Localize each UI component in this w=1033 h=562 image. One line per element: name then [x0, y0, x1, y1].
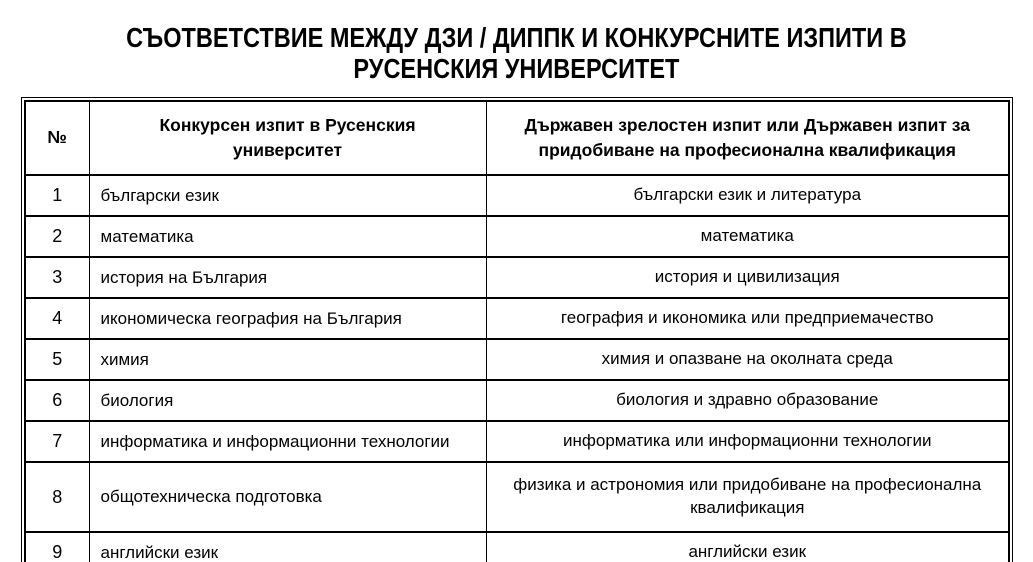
table-row: [25, 380, 1009, 421]
university-exam-cell: биология: [89, 380, 486, 421]
header-state-exam: Държавен зрелостен изпит или Държавен изпит за придобиване на професионална квалификация: [486, 101, 1009, 175]
state-exam-cell: физика и астрономия или придобиване на професионална квалификация: [486, 462, 1009, 532]
university-exam-cell: информатика и информационни технологии: [89, 421, 486, 462]
state-exam-cell: математика: [486, 216, 1009, 257]
table-row: [25, 339, 1009, 380]
state-exam-cell: биология и здравно образование: [486, 380, 1009, 421]
header-row: [25, 101, 1009, 175]
university-exam-cell: английски език: [89, 532, 486, 562]
table-row: [25, 298, 1009, 339]
table-row: [25, 421, 1009, 462]
table-row: [25, 175, 1009, 216]
row-number-cell: 8: [25, 462, 89, 532]
table-row: [25, 532, 1009, 562]
correspondence-table: [21, 97, 1013, 562]
row-number-cell: 9: [25, 532, 89, 562]
state-exam-cell: английски език: [486, 532, 1009, 562]
table-row: [25, 216, 1009, 257]
university-exam-cell: история на България: [89, 257, 486, 298]
row-number-cell: 6: [25, 380, 89, 421]
row-number-cell: 7: [25, 421, 89, 462]
university-exam-cell: математика: [89, 216, 486, 257]
page-title: СЪОТВЕТСТВИЕ МЕЖДУ ДЗИ / ДИППК И КОНКУРСНИТЕ ИЗПИТИ В РУСЕНСКИЯ УНИВЕРСИТЕТ: [126, 22, 907, 85]
state-exam-cell: информатика или информационни технологии: [486, 421, 1009, 462]
university-exam-cell: общотехническа подготовка: [89, 462, 486, 532]
row-number-cell: 2: [25, 216, 89, 257]
row-number-cell: 1: [25, 175, 89, 216]
table-row: [25, 257, 1009, 298]
row-number-cell: 5: [25, 339, 89, 380]
state-exam-cell: география и икономика или предприемачество: [486, 298, 1009, 339]
state-exam-cell: история и цивилизация: [486, 257, 1009, 298]
row-number-cell: 3: [25, 257, 89, 298]
header-number: №: [25, 101, 89, 175]
row-number-cell: 4: [25, 298, 89, 339]
table-row: [25, 462, 1009, 532]
exam-correspondence-table: [24, 100, 1010, 562]
university-exam-cell: икономическа география на България: [89, 298, 486, 339]
header-university-exam: Конкурсен изпит в Русенския университет: [89, 101, 486, 175]
state-exam-cell: български език и литература: [486, 175, 1009, 216]
university-exam-cell: химия: [89, 339, 486, 380]
university-exam-cell: български език: [89, 175, 486, 216]
state-exam-cell: химия и опазване на околната среда: [486, 339, 1009, 380]
